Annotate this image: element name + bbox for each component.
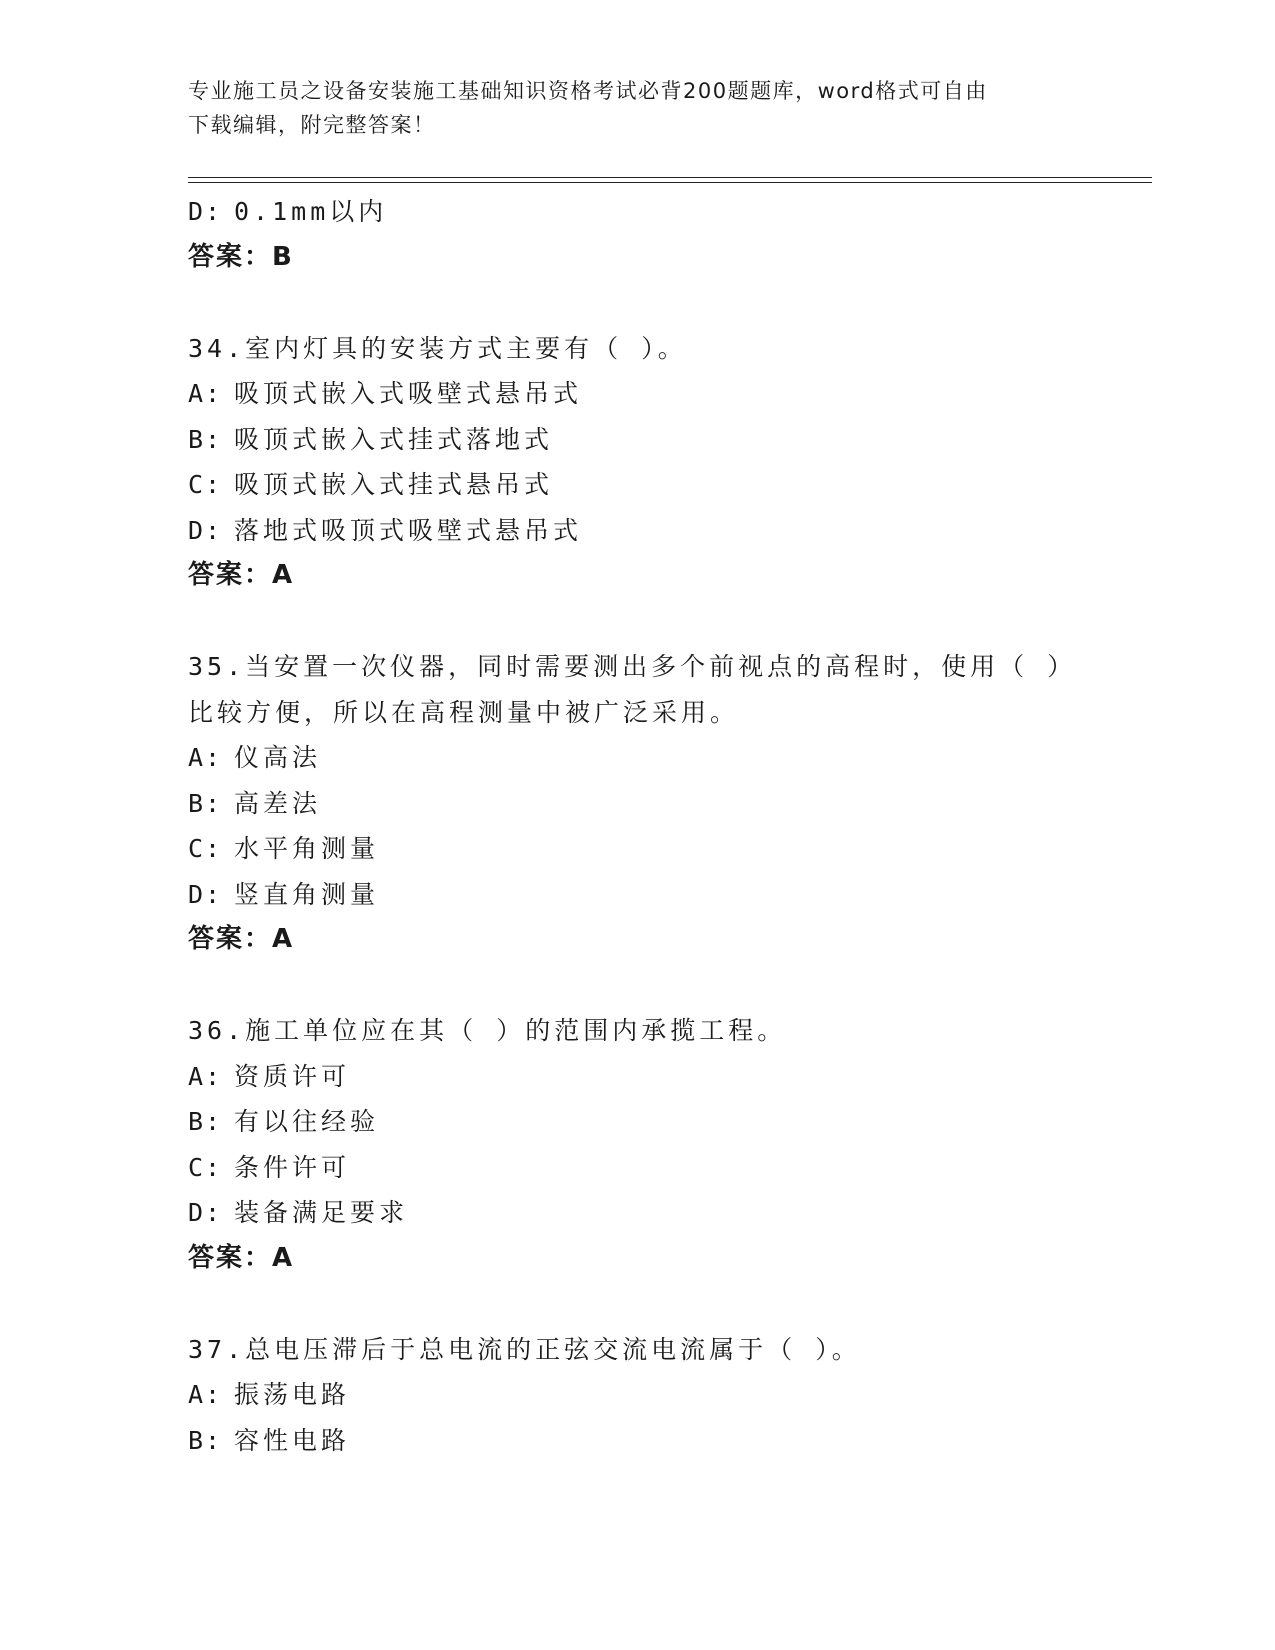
header-line-2: 下载编辑，附完整答案！ <box>188 113 436 137</box>
option-text: 竖直角测量 <box>234 879 380 909</box>
option-text: 吸顶式嵌入式吸壁式悬吊式 <box>234 379 583 408</box>
option-line <box>188 417 1088 463</box>
option-text: 吸顶式嵌入式挂式落地式 <box>234 424 554 454</box>
answer-line: 答案：B <box>188 241 294 272</box>
option-line <box>188 826 1088 872</box>
option-line <box>188 781 1088 827</box>
option-text: 有以往经验 <box>234 1107 380 1136</box>
spacer <box>188 280 1088 326</box>
option-line <box>188 1418 1088 1464</box>
option-line <box>188 872 1088 918</box>
option-key: A: <box>188 379 223 408</box>
option-key: B: <box>188 1107 223 1136</box>
answer-line: 答案：A <box>188 560 295 590</box>
header-divider-bottom <box>188 182 1152 183</box>
option-text: 高差法 <box>234 788 322 818</box>
option-key: B: <box>188 1425 223 1455</box>
answer-line: 答案：A <box>188 1242 295 1273</box>
option-key: B: <box>188 424 223 454</box>
question-block <box>188 1008 1088 1281</box>
option-key: D: <box>188 1198 223 1227</box>
option-text: 条件许可 <box>234 1152 351 1182</box>
option-key: D: <box>188 879 223 909</box>
option-line <box>188 1372 1088 1418</box>
option-line <box>188 508 1088 554</box>
option-text: 水平角测量 <box>234 834 380 863</box>
document-body <box>188 189 1088 1463</box>
option-text: 装备满足要求 <box>234 1198 409 1227</box>
option-line <box>188 735 1088 781</box>
option-line <box>188 462 1088 508</box>
option-text: 仪高法 <box>234 743 322 772</box>
option-key: B: <box>188 788 223 818</box>
spacer <box>188 1281 1088 1327</box>
question-text: 34.室内灯具的安装方式主要有（ ）。 <box>188 333 687 363</box>
option-key: C: <box>188 834 223 863</box>
option-key: A: <box>188 1061 223 1091</box>
option-key: D: <box>188 515 223 545</box>
option-line <box>188 1054 1088 1100</box>
answer-line: 答案：A <box>188 924 295 954</box>
header-line-1: 专业施工员之设备安装施工基础知识资格考试必背200题题库，word格式可自由 <box>188 79 988 103</box>
question-block <box>188 644 1088 963</box>
question-block <box>188 326 1088 599</box>
option-text: 0.1mm以内 <box>234 197 388 226</box>
option-line <box>188 1099 1088 1145</box>
option-text: 吸顶式嵌入式挂式悬吊式 <box>234 470 554 499</box>
option-key: C: <box>188 470 223 499</box>
option-key: A: <box>188 743 223 772</box>
spacer <box>188 963 1088 1009</box>
question-text-continued: 比较方便，所以在高程测量中被广泛采用。 <box>188 697 740 727</box>
option-line <box>188 189 1088 235</box>
question-text: 35.当安置一次仪器，同时需要测出多个前视点的高程时，使用（ ） <box>188 652 1077 681</box>
question-text: 37.总电压滞后于总电流的正弦交流电流属于（ ）。 <box>188 1334 861 1364</box>
question-text: 36.施工单位应在其（ ）的范围内承揽工程。 <box>188 1016 787 1045</box>
page-header <box>188 74 1068 142</box>
option-text: 落地式吸顶式吸壁式悬吊式 <box>234 515 583 545</box>
spacer <box>188 599 1088 645</box>
option-line <box>188 1145 1088 1191</box>
option-line <box>188 1190 1088 1236</box>
option-key: D: <box>188 197 223 226</box>
option-text: 资质许可 <box>234 1061 351 1091</box>
option-text: 容性电路 <box>234 1425 351 1455</box>
option-line <box>188 371 1088 417</box>
question-block <box>188 1327 1088 1464</box>
header-divider-top <box>188 177 1152 178</box>
option-key: C: <box>188 1152 223 1182</box>
option-key: A: <box>188 1380 223 1409</box>
option-text: 振荡电路 <box>234 1380 351 1409</box>
